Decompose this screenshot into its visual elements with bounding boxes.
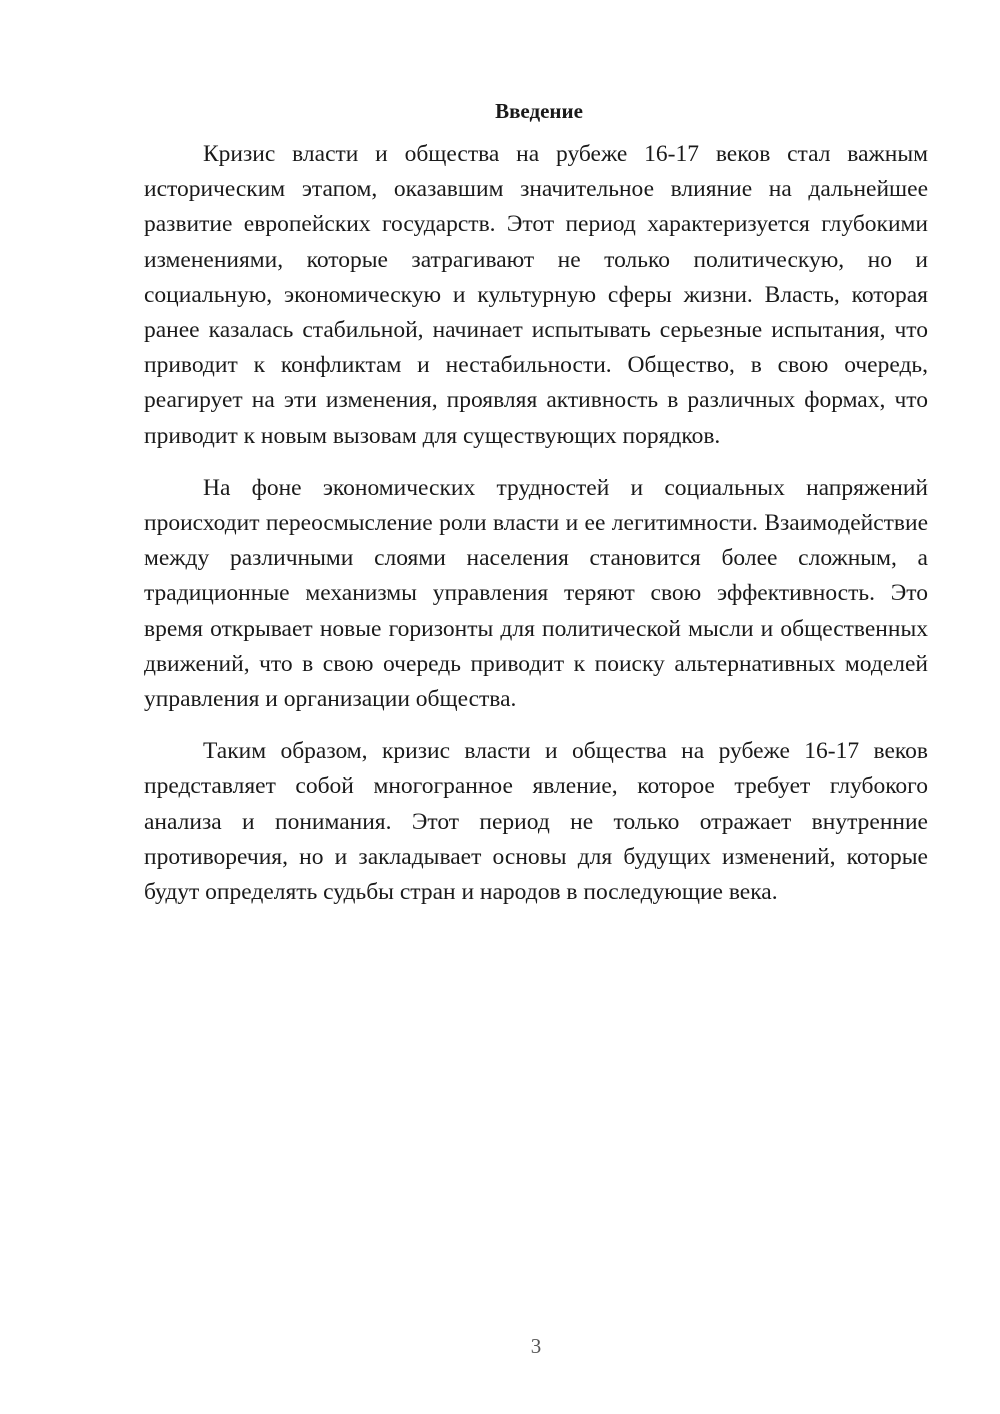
section-title: Введение — [495, 99, 583, 123]
page-number: 3 — [530, 1334, 542, 1358]
paragraph-3: Таким образом, кризис власти и общества на рубеже 16-17 веков представляет собой многогранное явление, которое требует глубокого анализа и понимания. Этот период не только отражает внутренние противоречия, но и закладывает основы для будущих изменений, которые будут определять судьбы стран и народов в последующие века. — [144, 738, 928, 906]
page-content — [144, 96, 928, 927]
paragraph-2: На фоне экономических трудностей и социальных напряжений происходит переосмысление роли власти и ее легитимности. Взаимодействие между различными слоями населения становится более сложным, а традиционные механизмы управления теряют свою эффективность. Это время открывает новые горизонты для политической мысли и общественных движений, что в свою очередь приводит к поиску альтернативных моделей управления и организации общества. — [144, 474, 928, 713]
paragraph-1: Кризис власти и общества на рубеже 16-17 веков стал важным историческим этапом, оказавшим значительное влияние на дальнейшее развитие европейских государств. Этот период характеризуется глубокими изменениями, которые затрагивают не только политическую, но и социальную, экономическую и культурную сферы жизни. Власть, которая ранее казалась стабильной, начинает испытывать серьезные испытания, что приводит к конфликтам и нестабильности. Общество, в свою очередь, реагирует на эти изменения, проявляя активность в различных формах, что приводит к новым вызовам для существующих порядков. — [144, 141, 928, 449]
